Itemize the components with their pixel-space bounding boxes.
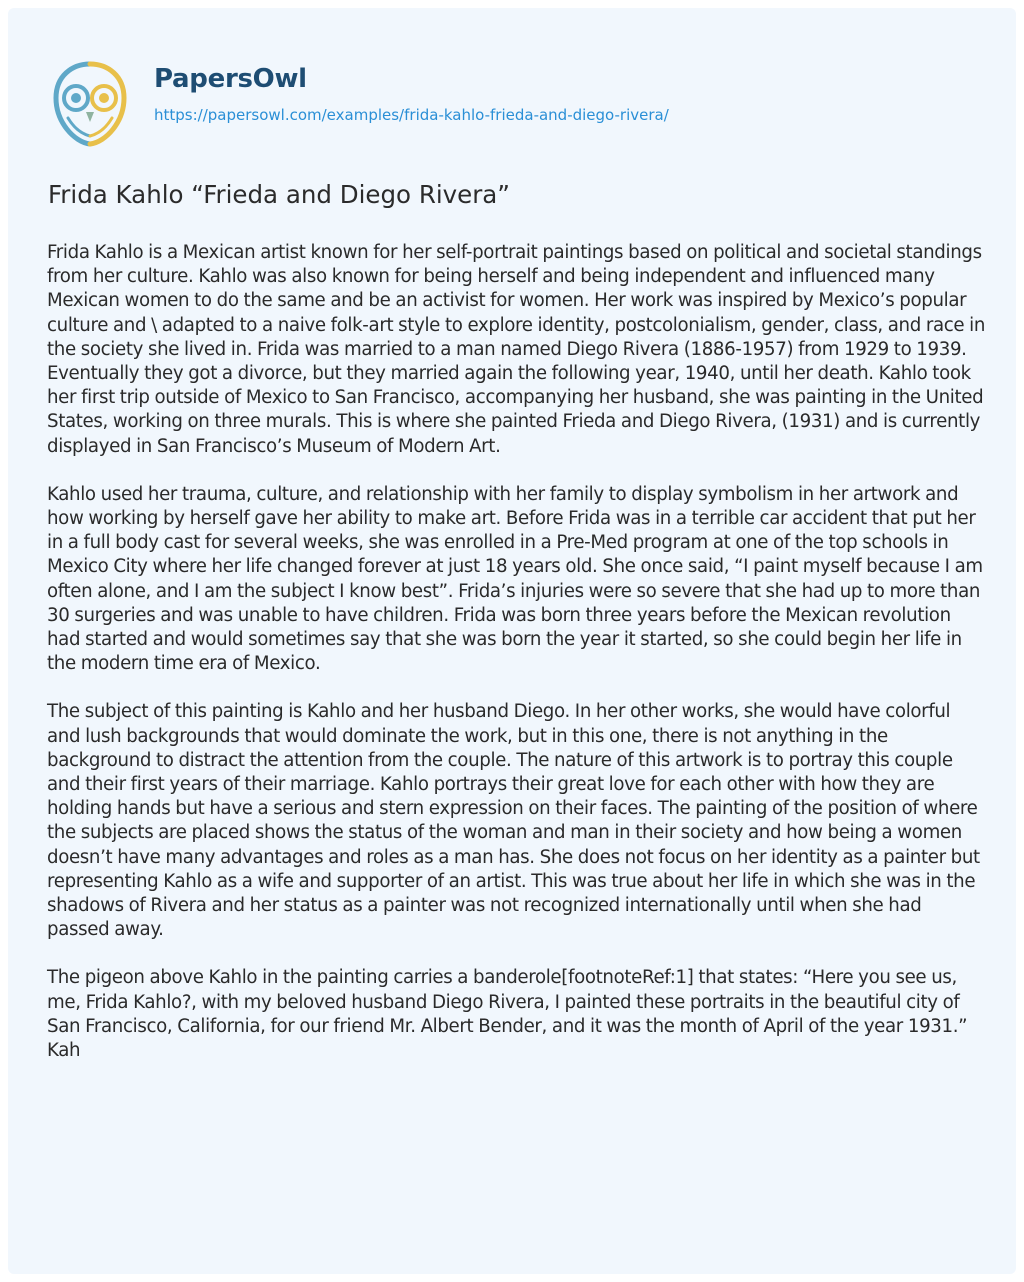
article-paragraph-3: The subject of this painting is Kahlo and her husband Diego. In her other works, she would have colorful and lush backgrounds that would dominate the work, but in this one, there is not anything in the background to distract the attention from the couple. The nature of this artwork is to portray this couple and their first years of their marriage. Kahlo portrays their great love for each other with how they are holding hands but have a serious and stern expression on their faces. The painting of the position of where the subjects are placed shows the status of the woman and man in their society and how being a women doesn’t have many advantages and roles as a man has. She does not focus on her identity as a painter but representing Kahlo as a wife and supporter of an artist. This was true about her life in which she was in the shadows of Rivera and her status as a painter was not recognized internationally until when she had passed away.	[47, 701, 980, 941]
document-page	[8, 8, 1016, 1274]
owl-logo-icon[interactable]	[50, 60, 130, 148]
article-paragraph-4: The pigeon above Kahlo in the painting carries a banderole[footnoteRef:1] that states: “Here you see us, me, Frida Kahlo?, with my beloved husband Diego Rivera, I painted these portraits in the beautiful city of San Francisco, California, for our friend Mr. Albert Bender, and it was the month of April of the year 1931.” Kah	[47, 967, 968, 1062]
article-paragraph-1: Frida Kahlo is a Mexican artist known for her self-portrait paintings based on political and societal standings from her culture. Kahlo was also known for being herself and being independent and influenced many Mexican women to do the same and be an activist for women. Her work was inspired by Mexico’s popular culture and \ adapted to a naive folk-art style to explore identity, postcolonialism, gender, class, and race in the society she lived in. Frida was married to a man named Diego Rivera (1886-1957) from 1929 to 1939. Eventually they got a divorce, but they married again the following year, 1940, until her death. Kahlo took her first trip outside of Mexico to San Francisco, accompanying her husband, she was painting in the United States, working on three murals. This is where she painted Frieda and Diego Rivera, (1931) and is currently displayed in San Francisco’s Museum of Modern Art.	[47, 242, 986, 457]
article-title: Frida Kahlo “Frieda and Diego Rivera”	[48, 180, 510, 209]
article-paragraph-2: Kahlo used her trauma, culture, and relationship with her family to display symbolism in her artwork and how working by herself gave her ability to make art. Before Frida was in a terrible car accident that put her in a full body cast for several weeks, she was enrolled in a Pre-Med program at one of the top schools in Mexico City where her life changed forever at just 18 years old. She once said, “I paint myself because I am often alone, and I am the subject I know best”. Frida’s injuries were so severe that she had up to more than 30 surgeries and was unable to have children. Frida was born three years before the Mexican revolution had started and would sometimes say that she was born the year it started, so she could begin her life in the modern time era of Mexico.	[47, 483, 983, 675]
brand-name[interactable]: PapersOwl	[154, 64, 307, 94]
article-body	[47, 241, 987, 1087]
source-url-link[interactable]: https://papersowl.com/examples/frida-kahlo-frieda-and-diego-rivera/	[154, 106, 669, 124]
